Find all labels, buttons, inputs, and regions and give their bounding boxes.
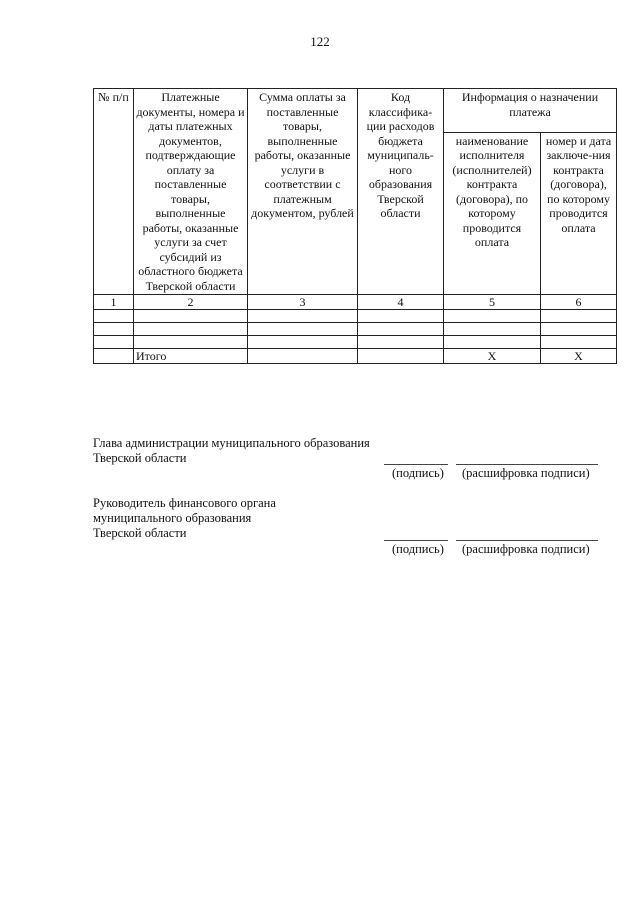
signature-title-head: Глава администрации муниципального образования Тверской области (93, 436, 370, 465)
decode-line (456, 464, 598, 465)
table-row (94, 336, 617, 349)
signature-caption: (подпись) (392, 542, 444, 556)
table-row (94, 323, 617, 336)
decode-caption: (расшифровка подписи) (462, 542, 590, 556)
header-col-documents: Платежные документы, номера и даты платежных документов, подтверждающие оплату за поставленные товары, выполненные работы, оказанные услуги за счет субсидий из областного бюджета Тверской области (134, 89, 248, 295)
column-number: 2 (134, 295, 248, 310)
decode-line (456, 540, 598, 541)
payment-table (93, 88, 617, 364)
column-number: 6 (541, 295, 617, 310)
column-number: 1 (94, 295, 134, 310)
table-row (94, 310, 617, 323)
header-col-executor: наименование исполнителя (исполнителей) контракта (договора), по которому проводится оплата (444, 132, 541, 294)
header-col-code: Код классифика-ции расходов бюджета муниципаль-ного образования Тверской области (358, 89, 444, 295)
column-number: 4 (358, 295, 444, 310)
signature-caption: (подпись) (392, 466, 444, 480)
decode-caption: (расшифровка подписи) (462, 466, 590, 480)
signature-line (384, 464, 448, 465)
total-row (94, 349, 617, 364)
total-label: Итого (134, 349, 248, 364)
column-numbers-row (94, 295, 617, 310)
page-number: 122 (310, 34, 330, 49)
header-row-1 (94, 89, 617, 133)
header-col-number: № п/п (94, 89, 134, 295)
signature-line (384, 540, 448, 541)
total-col6-mark: Х (541, 349, 617, 364)
column-number: 3 (248, 295, 358, 310)
header-col-sum: Сумма оплаты за поставленные товары, выполненные работы, оказанные услуги в соответствии с платежным документом, рублей (248, 89, 358, 295)
column-number: 5 (444, 295, 541, 310)
header-col-contract: номер и дата заключе-ния контракта (договора), по которому проводится оплата (541, 132, 617, 294)
signature-title-finance: Руководитель финансового органа муниципального образования Тверской области (93, 496, 276, 540)
header-group-payment-info: Информация о назначении платежа (444, 89, 617, 133)
total-col5-mark: Х (444, 349, 541, 364)
